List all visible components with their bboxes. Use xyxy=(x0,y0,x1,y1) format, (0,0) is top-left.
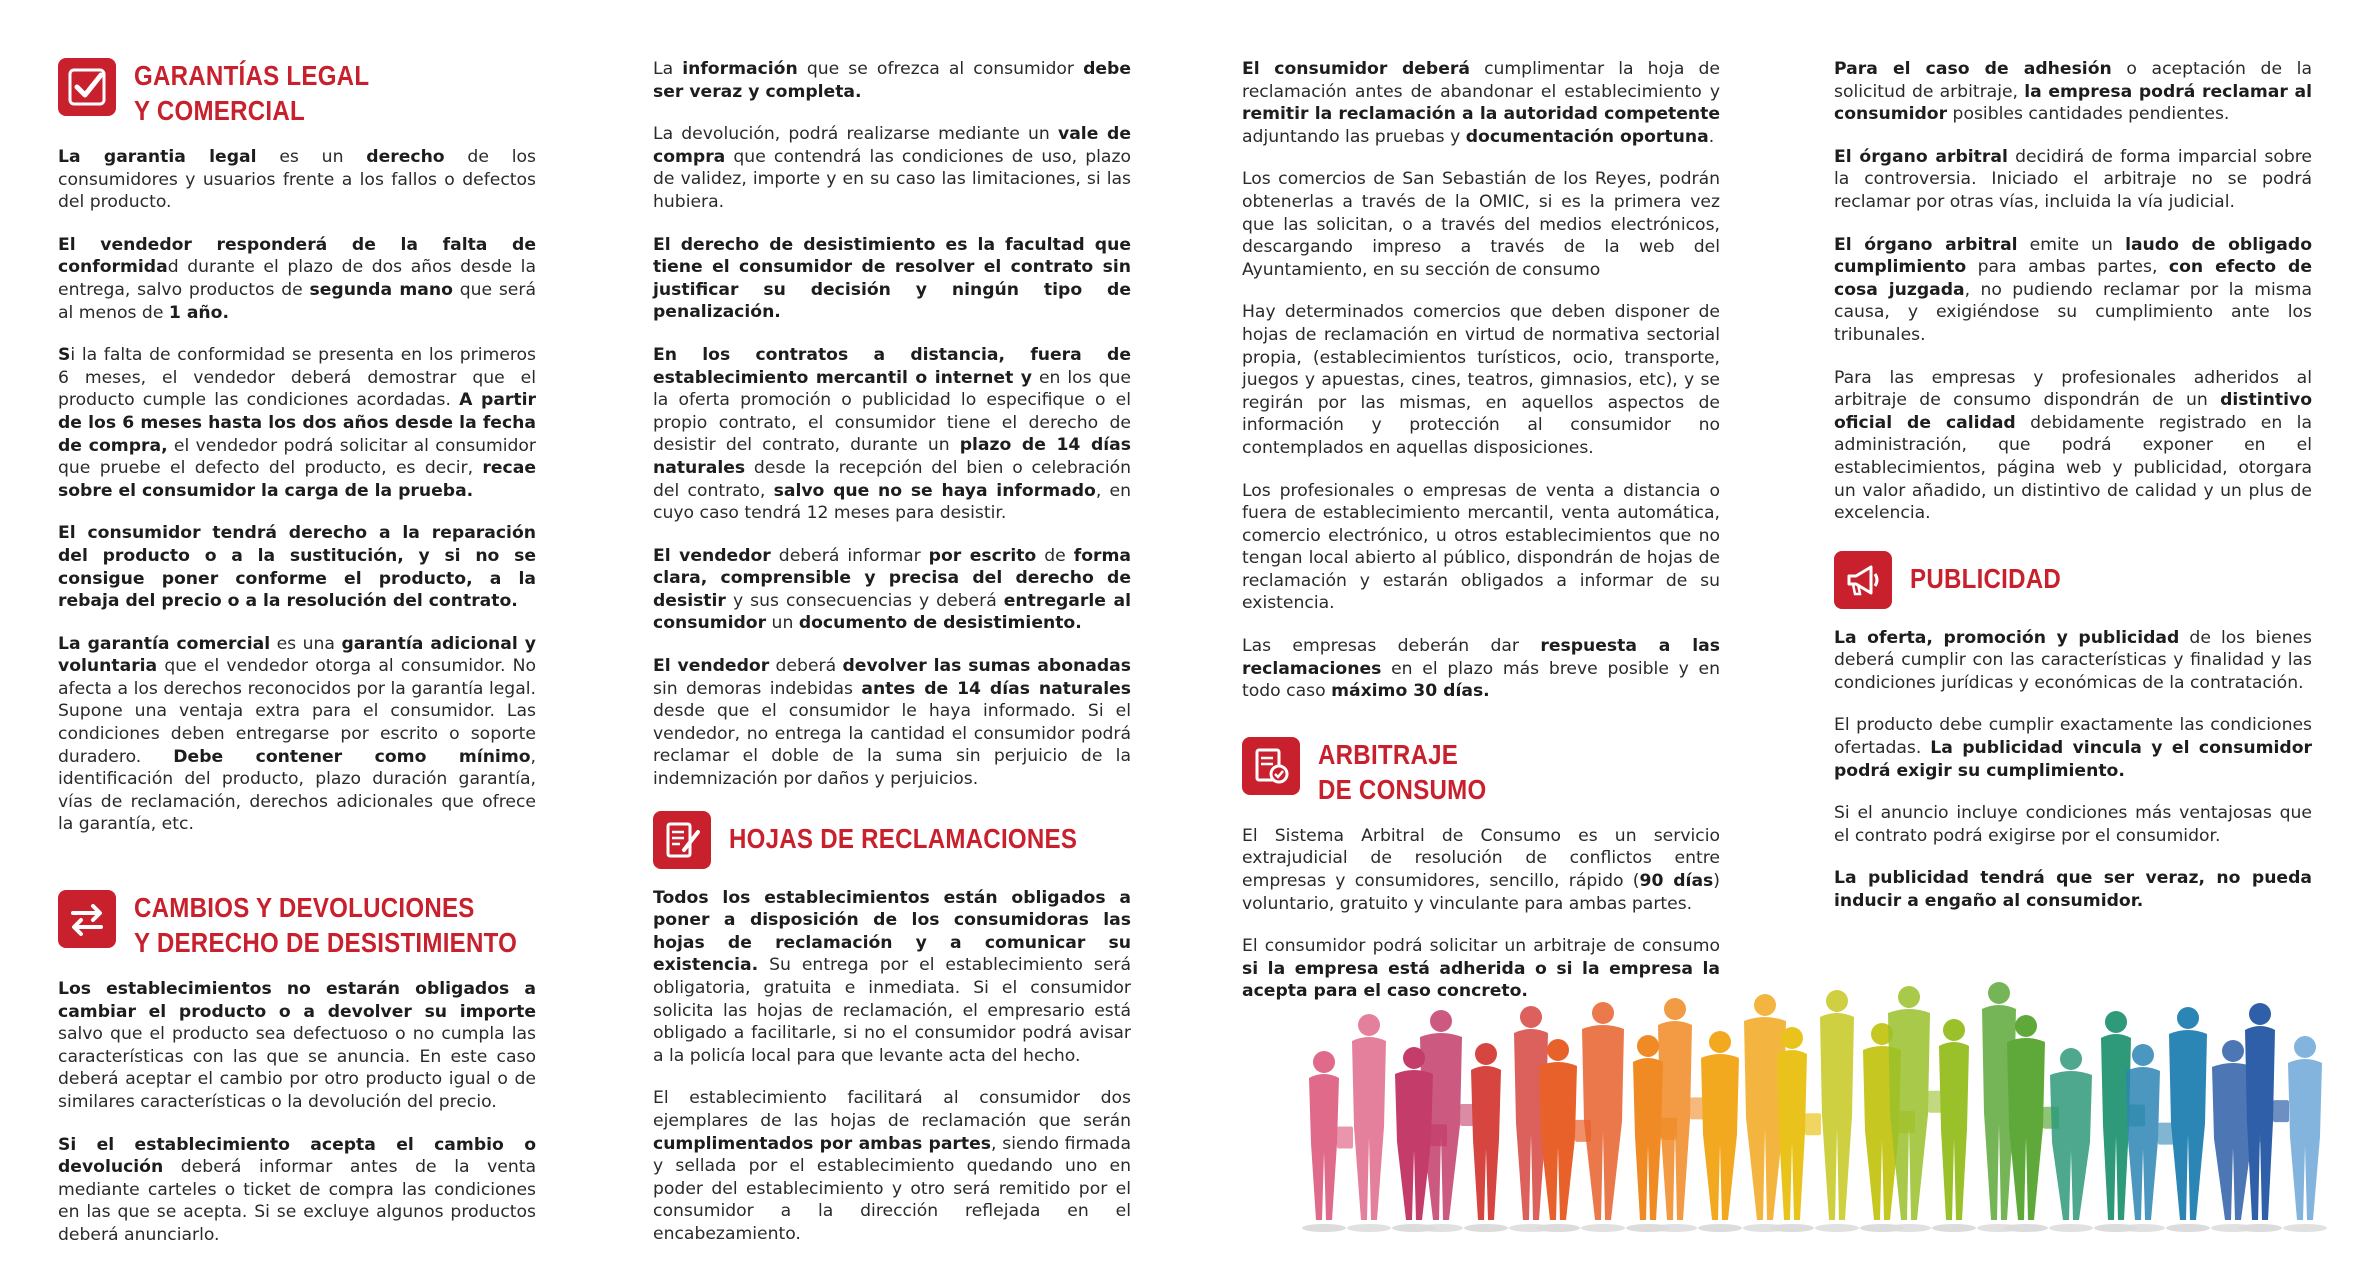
shopper-silhouette xyxy=(2283,1036,2327,1232)
paragraph: Todos los establecimientos están obligados a poner a disposición de los consumidoras las hojas de reclamación y a comunicar su existencia. Su entrega por el establecimiento será obligatoria, gratuita e inmediata. Si el consumidor solicita las hojas de reclamación, el empresario está obligado a facilitarle, si no el consumidor podrá avisar a la policía local para que levante acta del hecho. xyxy=(653,887,1131,1066)
shopper-silhouette xyxy=(2004,1015,2059,1232)
shopper-silhouette xyxy=(1815,990,1859,1232)
section-header-arbitraje xyxy=(1242,737,1720,807)
paragraph: El órgano arbitral decidirá de forma imparcial sobre la controversia. Iniciado el arbitraje no se podrá reclamar por otras vías, incluida la vía judicial. xyxy=(1834,146,2313,212)
paragraph: Si la falta de conformidad se presenta en los primeros 6 meses, el vendedor deberá demostrar que el producto cumple las condiciones acordadas. A partir de los 6 meses hasta los dos años desde la fecha de compra, el vendedor podrá solicitar al consumidor que pruebe el defecto del producto, es decir, recae sobre el consumidor la carga de la prueba. xyxy=(58,345,536,501)
paragraph: La garantía comercial es una garantía adicional y voluntaria que el vendedor otorga al consumidor. No afecta a los derechos reconocidos por la garantía legal. Supone una ventaja extra para el consumidor. Las condiciones deben entregarse por escrito o soporte duradero. Debe contener como mínimo, identificación del producto, plazo duración garantía, vías de reclamación, derechos adicionales que ofrece la garantía, etc. xyxy=(58,633,537,835)
paragraph: La devolución, podrá realizarse mediante un vale de compra que contendrá las condiciones de uso, plazo de validez, importe y en su caso las limitaciones, si las hubiera. xyxy=(653,124,1131,212)
section-header-publicidad xyxy=(1834,551,2312,609)
megaphone-icon xyxy=(1834,551,1892,609)
shopper-silhouette xyxy=(2121,1044,2174,1232)
section-title: CAMBIOS Y DEVOLUCIONES Y DERECHO DE DESISTIMIENTO xyxy=(134,892,518,959)
section-header-hojas xyxy=(653,811,1131,869)
paragraph: La garantia legal es un derecho de los consumidores y usuarios frente a los fallos o defectos del producto. xyxy=(58,147,536,213)
column-1 xyxy=(58,58,536,1267)
exchange-arrows-icon xyxy=(58,890,116,948)
paragraph: La información que se ofrezca al consumidor debe ser veraz y completa. xyxy=(653,59,1131,102)
paragraph: El consumidor podrá solicitar un arbitraje de consumo si la empresa está adherida o si la empresa la acepta para el caso concreto. xyxy=(1242,936,1720,1002)
column-3 xyxy=(1242,58,1720,1023)
paragraph: El vendedor deberá informar por escrito de forma clara, comprensible y precisa del derecho de desistir y sus consecuencias y deberá entregarle al consumidor un documento de desistimiento. xyxy=(653,545,1131,634)
paragraph: Para las empresas y profesionales adheridos al arbitraje de consumo dispondrán de un distintivo oficial de calidad debidamente registrado en la administración, que podrá exponer en el establecimientos, página web y publicidad, otorgara un valor añadido, un distintivo de calidad y un plus de excelencia. xyxy=(1834,367,2312,524)
shopper-silhouette xyxy=(1698,1031,1742,1232)
shopper-silhouette xyxy=(1347,1014,1391,1232)
paragraph: El consumidor deberá cumplimentar la hoja de reclamación antes de abandonar el establecimiento y remitir la reclamación a la autoridad competente adjuntando las pruebas y documentación oportuna. xyxy=(1242,59,1720,147)
shoppers-crowd-illustration xyxy=(1290,970,2340,1240)
column-4 xyxy=(1834,58,2312,933)
paragraph: El órgano arbitral emite un laudo de obligado cumplimiento para ambas partes, con efecto de cosa juzgada, no pudiendo reclamar por la misma causa, y exigiéndose su cumplimiento ante los tribunales. xyxy=(1834,234,2313,345)
paragraph: El establecimiento facilitará al consumidor dos ejemplares de las hojas de reclamación que serán cumplimentados por ambas partes, siendo firmada y sellada por el establecimiento quedando uno en poder del establecimiento y otro será remitido por el consumidor a la dirección reflejada en el encabezamiento. xyxy=(653,1088,1131,1244)
paragraph: El producto debe cumplir exactamente las condiciones ofertadas. La publicidad vincula y el consumidor podrá exigir su cumplimiento. xyxy=(1834,715,2312,781)
paragraph: El Sistema Arbitral de Consumo es un servicio extrajudicial de resolución de conflictos entre empresas y consumidores, sencillo, rápido (90 días) voluntario, gratuito y vinculante para ambas partes. xyxy=(1242,825,1720,914)
shopper-silhouette xyxy=(1653,998,1706,1232)
section-title: HOJAS DE RECLAMACIONES xyxy=(729,822,1078,854)
paragraph: El derecho de desistimiento es la facultad que tiene el consumidor de resolver el contrato sin justificar su decisión y ningún tipo de penalización. xyxy=(653,234,1131,323)
paragraph: La publicidad tendrá que ser veraz, no pueda inducir a engaño al consumidor. xyxy=(1834,868,2312,912)
paragraph: Los profesionales o empresas de venta a distancia o fuera de establecimiento mercantil, venta automática, comercio electrónico, u otros establecimientos que no tengan local abierto al público, dispondrán de hojas de reclamación y estarán obligados a informar de su existencia. xyxy=(1242,480,1720,614)
paragraph: Si el anuncio incluye condiciones más ventajosas que el contrato podrá exigirse por el consumidor. xyxy=(1834,803,2312,846)
paragraph: Para el caso de adhesión o aceptación de la solicitud de arbitraje, la empresa podrá reclamar al consumidor posibles cantidades pendientes. xyxy=(1834,59,2312,125)
paragraph: Las empresas deberán dar respuesta a las reclamaciones en el plazo más breve posible y en todo caso máximo 30 días. xyxy=(1242,636,1720,702)
paragraph: Los comercios de San Sebastián de los Reyes, podrán obtenerlas a través de la OMIC, si es la primera vez que las solicitan, o a través del medios electrónicos, descargando impreso a través de la web del Ayuntamiento, en su sección de consumo xyxy=(1242,169,1720,280)
paragraph: Si el establecimiento acepta el cambio o devolución deberá informar antes de la venta mediante carteles o ticket de compra las condiciones en las que se acepta. Si se excluye algunos productos deberá anunciarlo. xyxy=(58,1134,536,1245)
section-title: ARBITRAJE DE CONSUMO xyxy=(1318,738,1487,805)
paragraph: El vendedor deberá devolver las sumas abonadas sin demoras indebidas antes de 14 días naturales desde que el consumidor le haya informado. Si el vendedor, no entrega la cantidad el consumidor podrá reclamar el doble de la suma sin perjuicio de la indemnización por daños y perjuicios. xyxy=(653,656,1131,790)
paragraph: Hay determinados comercios que deben disponer de hojas de reclamación en virtud de normativa sectorial propia, (establecimientos turísticos, ocio, transporte, juegos y apuestas, cines, teatros, gimnasios, etc), y se regirán por las mismas, en aquellos aspectos de información y protección al consumidor no contemplados en aquellas disposiciones. xyxy=(1242,302,1720,458)
paragraph: En los contratos a distancia, fuera de establecimiento mercantil o internet y en los que la oferta promoción o publicidad lo especifique o el propio contrato, el consumidor tiene el derecho de desistir del contrato, durante un plazo de 14 días naturales desde la recepción del bien o celebración del contrato, salvo que no se haya informado, en cuyo caso tendrá 12 meses para desistir. xyxy=(653,344,1131,524)
shopper-silhouette xyxy=(1464,1043,1508,1232)
section-title: GARANTÍAS LEGAL Y COMERCIAL xyxy=(134,60,370,126)
column-2 xyxy=(653,58,1131,1266)
shopper-silhouette xyxy=(1932,1019,1976,1232)
checkmark-icon xyxy=(58,58,116,116)
shopper-silhouette xyxy=(1419,1010,1476,1232)
paragraph: El vendedor responderá de la falta de conformidad durante el plazo de dos años desde la entrega, salvo productos de segunda mano que será al menos de 1 año. xyxy=(58,234,536,323)
section-title: PUBLICIDAD xyxy=(1910,562,2062,594)
section-header-garantias xyxy=(58,58,536,128)
paragraph: Los establecimientos no estarán obligados a cambiar el producto o a devolver su importe salvo que el producto sea defectuoso o no cumpla las características con las que se anuncia. En este caso deberá aceptar el cambio por otro producto igual o de similares características o la devolución del precio. xyxy=(58,979,536,1112)
shopper-silhouette xyxy=(1536,1039,1591,1232)
arbitration-document-icon xyxy=(1242,737,1300,795)
complaint-form-icon xyxy=(653,811,711,869)
shopper-silhouette xyxy=(1302,1051,1353,1232)
shopper-silhouette xyxy=(2166,1007,2210,1232)
section-header-cambios xyxy=(58,890,536,960)
shopper-silhouette xyxy=(2049,1048,2093,1232)
paragraph: El consumidor tendrá derecho a la reparación del producto o a la sustitución, y si no se consigue poner conforme el producto, a la rebaja del precio o a la resolución del contrato. xyxy=(58,523,536,612)
paragraph: La oferta, promoción y publicidad de los bienes deberá cumplir con las características y finalidad y las condiciones jurídicas y económicas de la contratación. xyxy=(1834,627,2312,693)
shopper-silhouette xyxy=(1887,986,1944,1232)
shopper-silhouette xyxy=(1581,1002,1625,1232)
